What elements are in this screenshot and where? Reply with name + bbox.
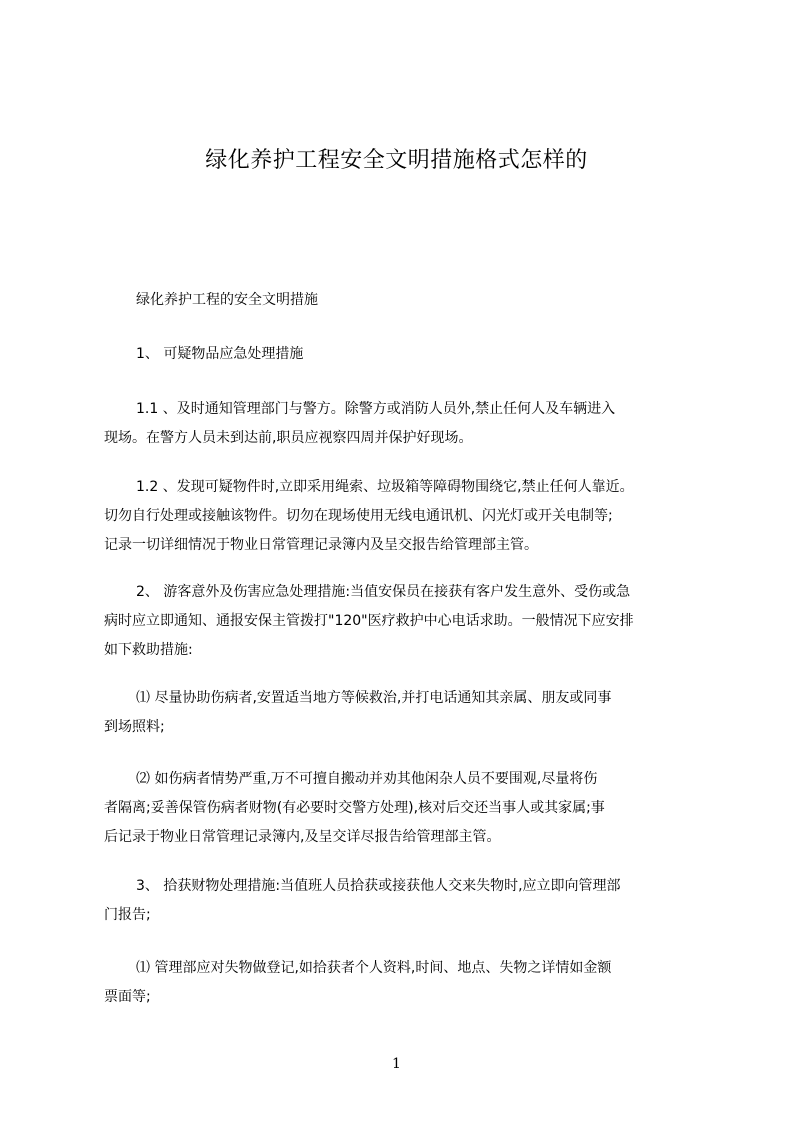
text-line: ⑴ 管理部应对失物做登记,如拾获者个人资料,时间、地点、失物之详情如金额 <box>136 960 612 976</box>
text-line: 1、 可疑物品应急处理措施 <box>136 346 304 362</box>
text-line: 到场照料; <box>104 719 165 735</box>
text-line: ⑴ 尽量协助伤病者,安置适当地方等候救治,并打电话通知其亲属、朋友或同事 <box>136 690 612 706</box>
paragraph-section-1 <box>104 340 716 369</box>
paragraph-3-1 <box>104 954 716 1012</box>
text-line: 病时应立即通知、通报安保主管拨打"120"医疗救护中心电话求助。一般情况下应安排 <box>104 613 634 629</box>
text-line: 1.1 、及时通知管理部门与警方。除警方或消防人员外,禁止任何人及车辆进入 <box>136 401 616 417</box>
paragraph-1-2 <box>104 473 716 560</box>
paragraph-section-3 <box>104 872 716 930</box>
paragraph-subtitle <box>104 286 716 315</box>
text-line: 切勿自行处理或接触该物件。切勿在现场使用无线电通讯机、闪光灯或开关电制等; <box>104 508 613 524</box>
page-number: 1 <box>392 1056 401 1072</box>
text-line: 现场。在警方人员未到达前,职员应视察四周并保护好现场。 <box>104 430 473 446</box>
paragraph-2-2 <box>104 765 716 852</box>
text-line: 1.2 、发现可疑物件时,立即采用绳索、垃圾箱等障碍物围绕它,禁止任何人靠近。 <box>136 479 634 495</box>
text-line: ⑵ 如伤病者情势严重,万不可擅自搬动并劝其他闲杂人员不要围观,尽量将伤 <box>136 771 598 787</box>
text-line: 门报告; <box>104 907 151 923</box>
text-line: 绿化养护工程的安全文明措施 <box>136 292 318 308</box>
text-line: 记录一切详细情况于物业日常管理记录簿内及呈交报告给管理部主管。 <box>104 537 538 553</box>
paragraph-1-1 <box>104 395 716 453</box>
text-line: 如下救助措施: <box>104 642 193 658</box>
paragraph-2-1 <box>104 684 716 742</box>
document-title: 绿化养护工程安全文明措施格式怎样的 <box>205 148 588 173</box>
text-line: 2、 游客意外及伤害应急处理措施:当值安保员在接获有客户发生意外、受伤或急 <box>136 584 631 600</box>
text-line: 者隔离;妥善保管伤病者财物(有必要时交警方处理),核对后交还当事人或其家属;事 <box>104 800 605 816</box>
text-line: 后记录于物业日常管理记录簿内,及呈交详尽报告给管理部主管。 <box>104 829 501 845</box>
paragraph-section-2 <box>104 578 716 665</box>
text-line: 3、 拾获财物处理措施:当值班人员拾获或接获他人交来失物时,应立即向管理部 <box>136 878 621 894</box>
text-line: 票面等; <box>104 989 151 1005</box>
